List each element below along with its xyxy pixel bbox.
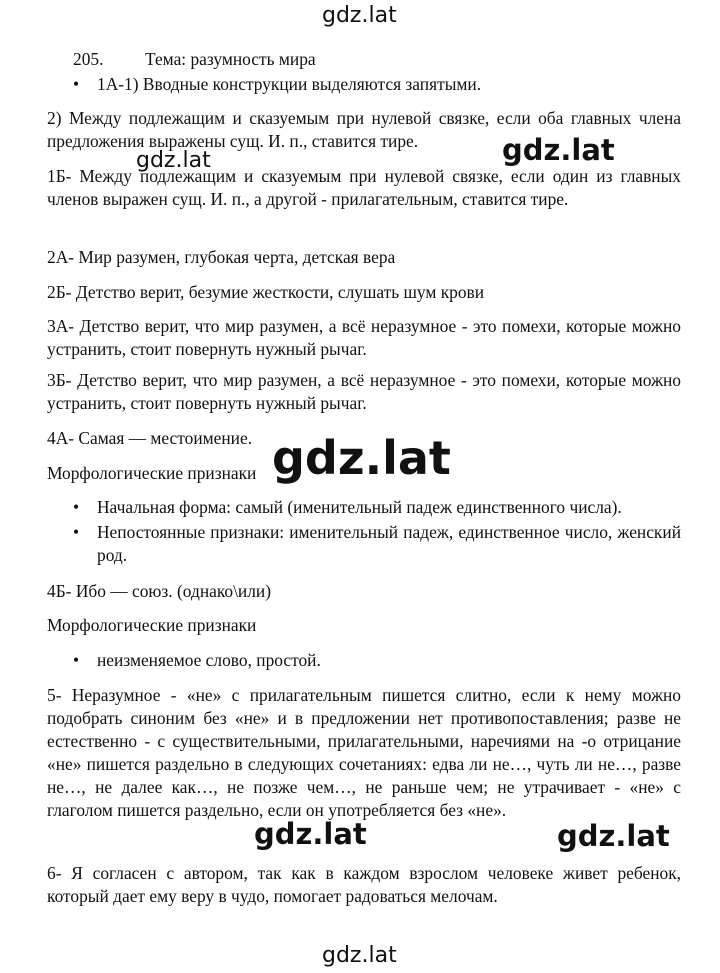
exercise-topic: Тема: разумность мира <box>145 49 316 69</box>
paragraph-4a: 4А- Самая — местоимение. <box>47 428 253 448</box>
paragraph-6: 6- Я согласен с автором, так как в каждом взрослом человеке живет ребенок, который дает ему веру в чудо, помогает радоваться мелочам. <box>47 863 681 906</box>
morph-heading-1: Морфологические признаки <box>47 463 257 483</box>
bullet-1a: • 1А-1) Вводные конструкции выделяются запятыми. <box>97 73 681 96</box>
watermark-bottom: gdz.lat <box>322 943 397 968</box>
morph-heading-2: Морфологические признаки <box>47 615 257 635</box>
exercise-header <box>73 48 316 71</box>
watermark-top: gdz.lat <box>322 3 397 28</box>
paragraph-2: 2) Между подлежащим и сказуемым при нулевой связке, если оба главных члена предложения выражены сущ. И. п., ставится тире. <box>47 108 681 151</box>
exercise-number: 205. <box>73 49 104 69</box>
paragraph-2a: 2А- Мир разумен, глубокая черта, детская вера <box>47 247 396 267</box>
paragraph-3b: 3Б- Детство верит, что мир разумен, а всё неразумное - это помехи, которые можно устранить, стоит повернуть нужный рычаг. <box>47 370 681 413</box>
bullet-4a-1: • Начальная форма: самый (именительный падеж единственного числа). <box>97 496 681 519</box>
paragraph-2b: 2Б- Детство верит, безумие жесткости, слушать шум крови <box>47 282 485 302</box>
watermark-right-mid: gdz.lat <box>502 133 615 167</box>
paragraph-5: 5- Неразумное - «не» с прилагательным пишется слитно, если к нему можно подобрать синоним без «не» и в предложении нет противопоставления; разве не естественно - с существительными, прилагательными, наречиями на -о отрицание «не» пишется раздельно в следующих сочетаниях: едва ли не…, чуть ли не…, разве не…, не далее как…, не позже чем…, не раньше чем; не утрачивает - «не» с глаголом пишется раздельно, если он употребляется без «не». <box>47 685 681 820</box>
watermark-center-big: gdz.lat <box>272 431 451 485</box>
bullet-4a-2: • Непостоянные признаки: именительный падеж, единственное число, женский род. <box>97 521 681 567</box>
paragraph-1b: 1Б- Между подлежащим и сказуемым при нулевой связке, если один из главных членов выражен сущ. И. п., а другой - прилагательным, ставится тире. <box>47 166 681 209</box>
watermark-left-small: gdz.lat <box>136 148 211 173</box>
paragraph-4b: 4Б- Ибо — союз. (однако\или) <box>47 581 272 601</box>
watermark-lower-right: gdz.lat <box>557 819 670 853</box>
bullet-4b-1: • неизменяемое слово, простой. <box>97 649 681 672</box>
watermark-lower-left: gdz.lat <box>254 817 367 851</box>
paragraph-3a: 3А- Детство верит, что мир разумен, а всё неразумное - это помехи, которые можно устранить, стоит повернуть нужный рычаг. <box>47 316 681 359</box>
